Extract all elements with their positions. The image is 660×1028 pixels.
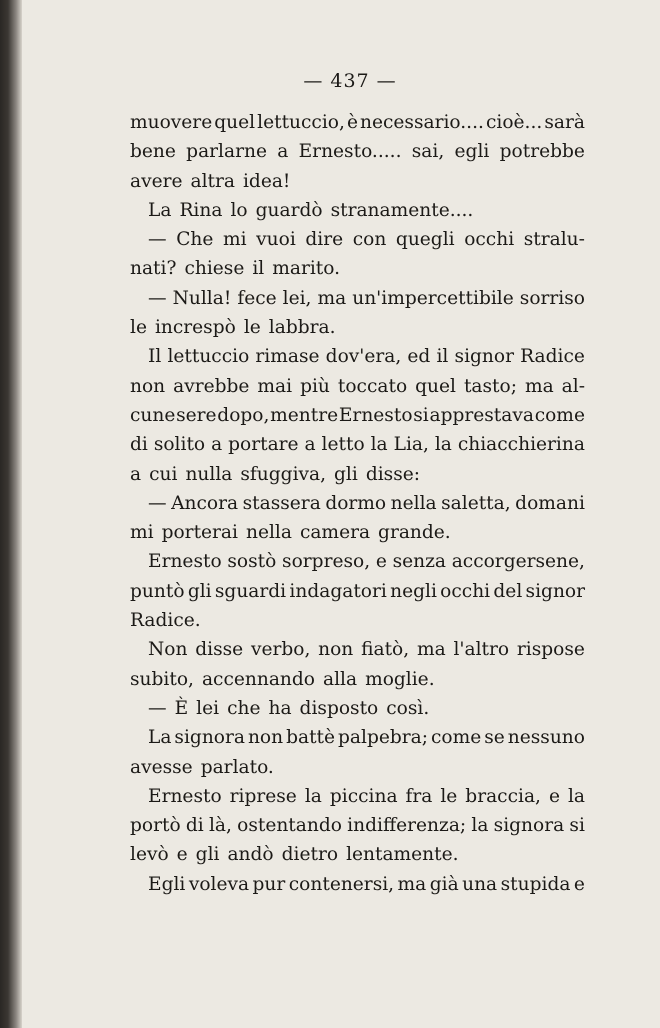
word: quel bbox=[415, 375, 456, 397]
text-line bbox=[130, 196, 585, 225]
word: le bbox=[130, 317, 147, 339]
word: La bbox=[148, 727, 172, 749]
word: la bbox=[434, 434, 452, 456]
word: Rina bbox=[179, 199, 223, 221]
word: Radice bbox=[520, 346, 585, 368]
word: — bbox=[148, 287, 167, 309]
word: Il bbox=[148, 346, 162, 368]
word: La bbox=[148, 199, 172, 221]
word: signora bbox=[174, 727, 245, 749]
word: lentamente. bbox=[346, 844, 459, 866]
word: stralu- bbox=[523, 229, 585, 251]
word: muovere bbox=[130, 112, 213, 133]
word: a bbox=[130, 463, 142, 485]
word: chiacchierina bbox=[457, 434, 585, 456]
word: ma bbox=[317, 287, 347, 309]
word: le bbox=[440, 785, 458, 807]
word: disse bbox=[195, 639, 244, 661]
word: mentre bbox=[270, 404, 339, 426]
word: labbra. bbox=[268, 317, 336, 339]
word: di bbox=[185, 815, 204, 837]
word: altra bbox=[190, 170, 235, 192]
text-line bbox=[130, 870, 585, 899]
text-line bbox=[130, 284, 585, 313]
word: signor bbox=[525, 580, 585, 602]
word: se bbox=[484, 727, 505, 749]
word: gli bbox=[334, 463, 358, 485]
word: toccato bbox=[337, 375, 408, 397]
word: non bbox=[247, 727, 284, 749]
text-line bbox=[130, 460, 585, 489]
word: parlarne bbox=[186, 141, 267, 163]
word: a bbox=[211, 434, 223, 456]
word: solito bbox=[153, 434, 206, 456]
word: indifferenza; bbox=[347, 815, 467, 837]
word: Egli bbox=[148, 873, 186, 895]
word: chiese bbox=[184, 258, 245, 280]
word: occhi bbox=[464, 229, 515, 251]
text-line bbox=[130, 518, 585, 547]
word: rimase bbox=[255, 346, 320, 368]
text-line bbox=[130, 840, 585, 869]
word: del bbox=[493, 580, 523, 602]
text-line bbox=[130, 342, 585, 371]
text-line bbox=[130, 254, 585, 283]
word: parlato. bbox=[200, 756, 274, 778]
text-line bbox=[130, 225, 585, 254]
word: con bbox=[352, 229, 387, 251]
word: saletta, bbox=[441, 492, 511, 514]
word: la bbox=[567, 785, 585, 807]
word: — bbox=[148, 492, 167, 514]
word: lei bbox=[196, 697, 220, 719]
word: porterai bbox=[161, 522, 238, 544]
word: fra bbox=[405, 785, 433, 807]
word: e bbox=[548, 785, 560, 807]
word: ostentando bbox=[237, 815, 342, 837]
word: mai bbox=[257, 375, 293, 397]
text-line bbox=[130, 372, 585, 401]
word: di bbox=[130, 434, 148, 456]
word: quegli bbox=[395, 229, 455, 251]
text-line bbox=[130, 635, 585, 664]
word: Ernesto..... bbox=[298, 141, 402, 163]
text-line bbox=[130, 489, 585, 518]
text-line bbox=[130, 167, 585, 196]
word: Che bbox=[176, 229, 214, 251]
word: sere bbox=[176, 404, 217, 426]
text-line bbox=[130, 723, 585, 752]
text-line bbox=[130, 577, 585, 606]
word: palpebra; bbox=[338, 727, 428, 749]
word: accennando bbox=[201, 668, 315, 690]
word: sarà bbox=[544, 112, 585, 133]
word: e bbox=[375, 551, 387, 573]
word: si bbox=[413, 404, 429, 426]
word: lettuccio bbox=[167, 346, 250, 368]
word: Ernesto bbox=[148, 785, 222, 807]
word: stranamente.... bbox=[330, 199, 474, 221]
text-line bbox=[130, 753, 585, 782]
word: bene bbox=[130, 141, 176, 163]
word: nessuno bbox=[507, 727, 585, 749]
word: sfuggiva, bbox=[240, 463, 327, 485]
text-line bbox=[130, 782, 585, 811]
text-line bbox=[130, 108, 585, 137]
word: grande. bbox=[378, 522, 451, 544]
text-line bbox=[130, 811, 585, 840]
word: accorgersene, bbox=[451, 551, 585, 573]
word: lettuccio, bbox=[257, 112, 345, 133]
word: gli bbox=[187, 580, 212, 602]
word: potrebbe bbox=[499, 141, 585, 163]
word: le bbox=[243, 317, 261, 339]
word: rispose bbox=[516, 639, 585, 661]
word: si bbox=[569, 815, 585, 837]
word: negli bbox=[390, 580, 437, 602]
word: nella bbox=[390, 492, 437, 514]
word: dire bbox=[305, 229, 344, 251]
word: mi bbox=[130, 522, 154, 544]
word: cui bbox=[149, 463, 178, 485]
word: marito. bbox=[272, 258, 341, 280]
word: senza bbox=[392, 551, 446, 573]
word: puntò bbox=[130, 580, 185, 602]
body-text bbox=[130, 108, 585, 899]
word: sostò bbox=[227, 551, 277, 573]
word: guardò bbox=[255, 199, 323, 221]
word: fiatò, bbox=[361, 639, 410, 661]
word: un'impercettibile bbox=[352, 287, 514, 309]
word: alla bbox=[322, 668, 358, 690]
text-line bbox=[130, 665, 585, 694]
word: — bbox=[148, 229, 167, 251]
word: moglie. bbox=[365, 668, 435, 690]
word: come bbox=[534, 404, 585, 426]
text-line bbox=[130, 313, 585, 342]
word: nulla bbox=[185, 463, 233, 485]
word: idea! bbox=[242, 170, 291, 192]
text-line bbox=[130, 137, 585, 166]
word: sorriso bbox=[519, 287, 585, 309]
word: avrebbe bbox=[173, 375, 250, 397]
word: ma bbox=[397, 873, 427, 895]
word: il bbox=[252, 258, 265, 280]
word: andò bbox=[227, 844, 274, 866]
word: e bbox=[176, 844, 188, 866]
word: cune bbox=[130, 404, 176, 426]
word: domani bbox=[515, 492, 585, 514]
word: è bbox=[346, 112, 358, 133]
word: disse: bbox=[365, 463, 421, 485]
word: contenersi, bbox=[288, 873, 395, 895]
word: dov'era, bbox=[325, 346, 402, 368]
word: camera bbox=[299, 522, 371, 544]
word: subito, bbox=[130, 668, 194, 690]
word: Non bbox=[148, 639, 188, 661]
word: la bbox=[370, 434, 388, 456]
word: una bbox=[462, 873, 498, 895]
word: portare bbox=[228, 434, 299, 456]
word: dormo bbox=[325, 492, 387, 514]
word: così. bbox=[386, 697, 430, 719]
word: il bbox=[436, 346, 449, 368]
word: letto bbox=[321, 434, 365, 456]
word: al- bbox=[561, 375, 585, 397]
word: Nulla! bbox=[172, 287, 232, 309]
word: la bbox=[471, 815, 489, 837]
word: nella bbox=[245, 522, 292, 544]
word: più bbox=[300, 375, 330, 397]
word: egli bbox=[454, 141, 490, 163]
word: Radice. bbox=[130, 610, 201, 632]
word: ed bbox=[407, 346, 431, 368]
text-line bbox=[130, 430, 585, 459]
word: indagatori bbox=[289, 580, 387, 602]
word: non bbox=[130, 375, 166, 397]
word: ha bbox=[268, 697, 292, 719]
word: e bbox=[573, 873, 585, 895]
word: come bbox=[430, 727, 482, 749]
word: lei, bbox=[282, 287, 312, 309]
word: Ancora bbox=[171, 492, 239, 514]
word: Ernesto bbox=[338, 404, 413, 426]
word: ma bbox=[524, 375, 554, 397]
word: stassera bbox=[242, 492, 321, 514]
word: già bbox=[429, 873, 459, 895]
word: dopo, bbox=[217, 404, 270, 426]
word: avere bbox=[130, 170, 183, 192]
word: gli bbox=[195, 844, 220, 866]
word: lo bbox=[230, 199, 248, 221]
page-number: — 437 — bbox=[303, 70, 397, 92]
word: levò bbox=[130, 844, 169, 866]
word: a bbox=[304, 434, 316, 456]
word: Lia, bbox=[393, 434, 429, 456]
word: necessario.... bbox=[360, 112, 484, 133]
book-spine-edge bbox=[0, 0, 22, 1028]
word: increspò bbox=[154, 317, 236, 339]
word: — bbox=[148, 697, 167, 719]
word: battè bbox=[286, 727, 336, 749]
word: sguardi bbox=[214, 580, 287, 602]
word: Ernesto bbox=[148, 551, 222, 573]
word: signora bbox=[493, 815, 565, 837]
text-line bbox=[130, 547, 585, 576]
word: apprestava bbox=[429, 404, 534, 426]
word: sai, bbox=[411, 141, 445, 163]
text-line bbox=[130, 694, 585, 723]
word: stupida bbox=[500, 873, 571, 895]
word: verbo, bbox=[250, 639, 311, 661]
word: a bbox=[277, 141, 289, 163]
word: braccia, bbox=[465, 785, 541, 807]
word: disposto bbox=[299, 697, 379, 719]
word: cioè... bbox=[485, 112, 543, 133]
text-line bbox=[130, 401, 585, 430]
word: tasto; bbox=[463, 375, 517, 397]
word: non bbox=[318, 639, 354, 661]
word: pur bbox=[252, 873, 286, 895]
word: riprese bbox=[229, 785, 297, 807]
text-line bbox=[130, 606, 585, 635]
word: voleva bbox=[188, 873, 250, 895]
word: là, bbox=[208, 815, 232, 837]
word: ma bbox=[416, 639, 446, 661]
word: quel bbox=[214, 112, 256, 133]
word: fece bbox=[237, 287, 277, 309]
word: portò bbox=[130, 815, 181, 837]
word: È bbox=[174, 697, 189, 719]
word: signor bbox=[454, 346, 514, 368]
word: che bbox=[227, 697, 261, 719]
word: sorpreso, bbox=[282, 551, 371, 573]
word: avesse bbox=[130, 756, 193, 778]
word: occhi bbox=[440, 580, 491, 602]
word: la bbox=[304, 785, 322, 807]
word: piccina bbox=[329, 785, 398, 807]
word: dietro bbox=[281, 844, 339, 866]
word: nati? bbox=[130, 258, 177, 280]
word: vuoi bbox=[256, 229, 296, 251]
word: mi bbox=[223, 229, 247, 251]
word: l'altro bbox=[453, 639, 510, 661]
